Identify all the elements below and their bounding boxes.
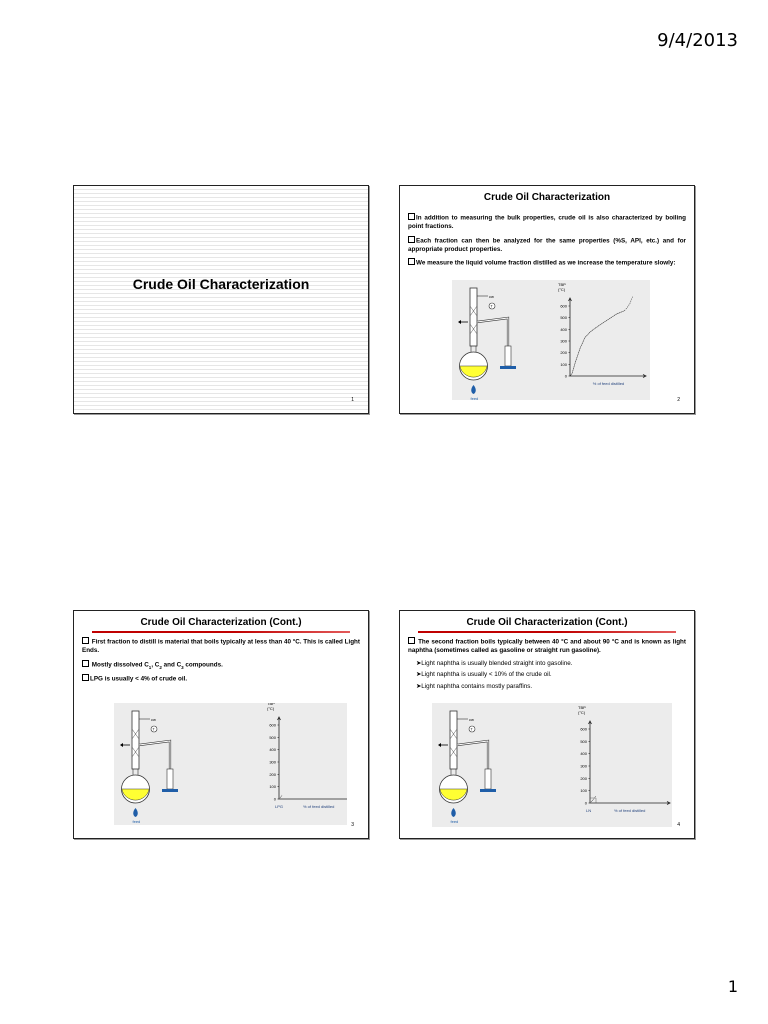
- tbp-graph: [558, 282, 646, 386]
- tick-label: 500: [580, 738, 587, 744]
- tick-label: 0: [564, 373, 567, 379]
- initial-curve-segment: [591, 796, 596, 802]
- receiver-base: [162, 789, 178, 792]
- tick-label: 200: [580, 775, 587, 781]
- thermometer-label: T: [490, 304, 493, 309]
- receiver-base: [480, 789, 496, 792]
- ylabel-line2: (°C): [267, 706, 275, 711]
- xlabel: % of feed distilled: [592, 381, 625, 386]
- tick-label: 500: [269, 734, 276, 740]
- tick-label: 600: [269, 722, 276, 728]
- ln-bracket: [590, 798, 596, 803]
- slide-1-number: 1: [351, 397, 354, 403]
- distillation-apparatus-icon: [458, 288, 516, 401]
- receiver-cylinder: [505, 346, 511, 366]
- tick-label: 0: [584, 800, 587, 806]
- axis-lines: [590, 721, 670, 803]
- slide-3-bullet-2: Mostly dissolved $C_1$, $C_2$ and $C_3$ compounds.: [82, 660, 360, 671]
- slide-4-figure: [432, 703, 672, 833]
- tick-label: 400: [580, 751, 587, 757]
- slide-3-bullet-1: First fraction to distill is material that boils typically at less than 40 °C. This is called Light Ends.: [82, 638, 360, 654]
- axis-lines: [570, 298, 646, 376]
- initial-curve-segment: [280, 795, 282, 798]
- slide-3-bullet-3: LPG is usually < 4% of crude oil.: [82, 674, 360, 684]
- axis-lines: [279, 717, 347, 799]
- tick-label: 300: [580, 763, 587, 769]
- receiver-cylinder: [167, 769, 173, 789]
- slide-3-figure: [114, 703, 347, 833]
- slide-1: [73, 185, 369, 414]
- distillation-apparatus-icon: [438, 711, 496, 824]
- feed-label: feed: [470, 396, 479, 401]
- slide-3-body: [74, 633, 368, 684]
- tick-label: 300: [560, 338, 567, 344]
- checkbox-bullet-icon: [408, 236, 415, 243]
- slide-4-sub-3: ➤Light naphtha contains mostly paraffins.: [416, 682, 533, 690]
- checkbox-bullet-icon: [82, 674, 89, 681]
- ylabel-line2: (°C): [558, 287, 566, 292]
- slide-4-sub-1: ➤Light naphtha is usually blended straight into gasoline.: [416, 659, 573, 667]
- ylabel-line1: TBP: [558, 282, 566, 287]
- arrow-head-icon: [458, 320, 461, 324]
- slide-3-title: Crude Oil Characterization (Cont.): [140, 617, 302, 628]
- arrow-head-icon: [438, 743, 441, 747]
- slide-4-bullet-1: The second fraction boils typically between 40 °C and about 90 °C and is known as light naphtha (sometimes called as gasoline or straight run gasoline).: [408, 638, 686, 654]
- cw-label: cw: [151, 717, 156, 722]
- tick-label: 600: [580, 726, 587, 732]
- checkbox-bullet-icon: [82, 660, 89, 667]
- tick-label: 400: [269, 747, 276, 753]
- tick-label: 100: [560, 361, 567, 367]
- tick-label: 200: [560, 350, 567, 356]
- slide-2-bullet-1: In addition to measuring the bulk properties, crude oil is also characterized by boiling point fractions.: [408, 214, 686, 230]
- column-shape: [450, 711, 457, 769]
- slide-4: [399, 610, 695, 839]
- checkbox-bullet-icon: [408, 213, 415, 220]
- lpg-label: LPG: [275, 804, 284, 809]
- receiver-cylinder: [485, 769, 491, 789]
- slide-4-title: Crude Oil Characterization (Cont.): [466, 617, 628, 628]
- condenser-tube: [477, 318, 508, 346]
- tick-label: 100: [269, 784, 276, 790]
- column-shape: [470, 288, 477, 346]
- slide-2-number: 2: [677, 397, 680, 403]
- slide-2-bullet-2: Each fraction can then be analyzed for the same properties (%S, API, etc.) and for appropriate product properties.: [408, 237, 686, 253]
- tbp-series-2: [624, 297, 632, 311]
- xlabel: % of feed distilled: [614, 808, 646, 813]
- feed-label: feed: [132, 819, 141, 824]
- slide-2-figure: [452, 280, 650, 410]
- feed-label: feed: [450, 819, 459, 824]
- cw-label: cw: [489, 294, 494, 299]
- column-shape: [132, 711, 139, 769]
- checkbox-bullet-icon: [82, 637, 89, 644]
- slide-4-number: 4: [677, 822, 680, 828]
- page-number: 1: [727, 977, 738, 996]
- condenser-tube: [457, 741, 488, 769]
- ylabel-line2: (°C): [578, 710, 586, 715]
- slide-3: [73, 610, 369, 839]
- tick-label: 300: [269, 759, 276, 765]
- tick-label: 0: [273, 796, 276, 802]
- tbp-graph-ln: [578, 705, 670, 813]
- slide-2: [399, 185, 695, 414]
- checkbox-bullet-icon: [408, 258, 415, 265]
- burner-flame-icon: [471, 385, 476, 394]
- receiver-base: [500, 366, 516, 369]
- tbp-series-1: [570, 311, 624, 376]
- xlabel: % of feed distilled: [303, 804, 335, 809]
- slide-2-body: [400, 203, 694, 268]
- tbp-graph-lpg: [267, 703, 347, 809]
- tick-label: 400: [560, 326, 567, 332]
- page-date: 9/4/2013: [657, 30, 738, 51]
- checkbox-bullet-icon: [408, 637, 415, 644]
- slide-2-bullet-3: We measure the liquid volume fraction distilled as we increase the temperature slowly:: [408, 258, 686, 268]
- condenser-tube: [139, 741, 170, 769]
- distillation-apparatus-icon: [120, 711, 178, 824]
- burner-flame-icon: [133, 808, 138, 817]
- tick-label: 500: [560, 315, 567, 321]
- slide-4-body: [400, 633, 694, 691]
- thermometer-label: T: [152, 727, 155, 732]
- tick-label: 600: [560, 303, 567, 309]
- slide-1-title: Crude Oil Characterization: [132, 276, 310, 292]
- tick-label: 200: [269, 771, 276, 777]
- slide-3-number: 3: [351, 822, 354, 828]
- ln-label: LN: [586, 808, 592, 813]
- burner-flame-icon: [451, 808, 456, 817]
- tick-label: 100: [580, 788, 587, 794]
- slide-4-sub-2: ➤Light naphtha is usually < 10% of the crude oil.: [416, 671, 552, 678]
- ylabel-line1: TBP: [578, 705, 586, 710]
- slide-2-title: Crude Oil Characterization: [483, 192, 611, 203]
- arrow-head-icon: [120, 743, 123, 747]
- thermometer-label: T: [470, 727, 473, 732]
- cw-label: cw: [469, 717, 474, 722]
- ylabel-line1: TBP: [267, 703, 275, 706]
